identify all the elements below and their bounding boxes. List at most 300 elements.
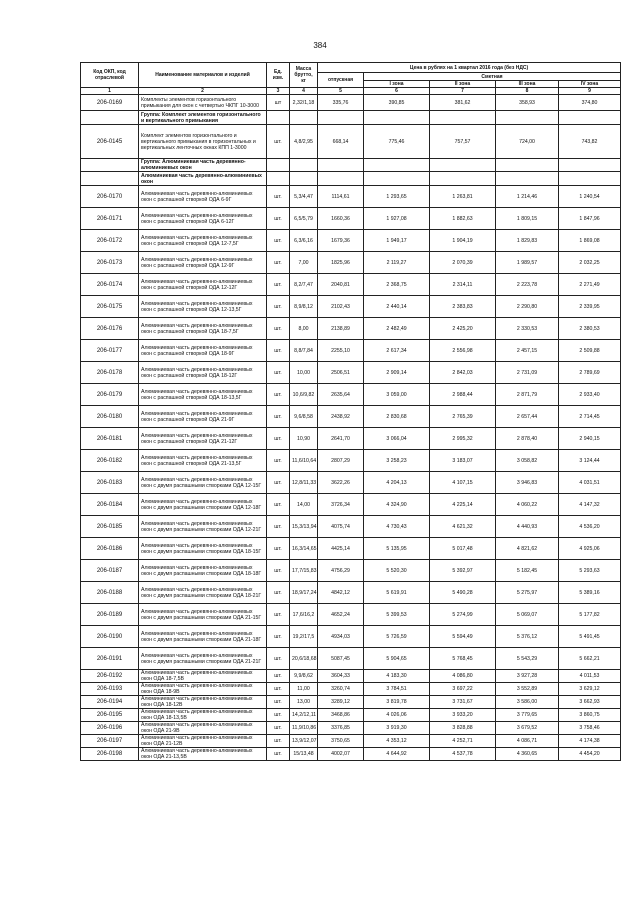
price-zone-3: 724,00 [496, 125, 559, 159]
item-mass: 7,00 [290, 252, 318, 274]
price-zone-3: 2 871,79 [496, 384, 559, 406]
price-zone-1: 3 066,04 [364, 428, 430, 450]
item-unit: шт. [267, 384, 290, 406]
col-number: 9 [559, 88, 621, 95]
price-zone-2: 757,57 [430, 125, 496, 159]
price-zone-3: 4 821,62 [496, 538, 559, 560]
table-row [81, 252, 621, 274]
item-mass: 11,00 [290, 683, 318, 696]
price-zone-4: 3 662,93 [559, 696, 621, 709]
price-zone-1: 4 026,06 [364, 709, 430, 722]
price-zone-4: 743,82 [559, 125, 621, 159]
price-zone-4: 2 509,88 [559, 340, 621, 362]
price-zone-1: 5 399,53 [364, 604, 430, 626]
item-name: Алюминиевая часть деревянно-алюминиевых окон ОДА 21-12В [139, 735, 267, 748]
price-zone-1: 2 482,49 [364, 318, 430, 340]
price-release: 2506,51 [318, 362, 364, 384]
price-release: 3726,34 [318, 494, 364, 516]
price-zone-3: 4 360,65 [496, 748, 559, 761]
price-zone-2: 4 537,78 [430, 748, 496, 761]
item-code: 206-0174 [81, 274, 139, 296]
price-release: 3468,86 [318, 709, 364, 722]
col-number: 7 [430, 88, 496, 95]
price-zone-4: 2 271,49 [559, 274, 621, 296]
price-zone-3: 4 440,93 [496, 516, 559, 538]
item-unit: шт. [267, 670, 290, 683]
table-row [81, 472, 621, 494]
price-release: 2641,70 [318, 428, 364, 450]
item-unit: шт. [267, 208, 290, 230]
table-row [81, 296, 621, 318]
price-zone-3: 2 223,78 [496, 274, 559, 296]
price-zone-1: 2 119,27 [364, 252, 430, 274]
item-unit: шт. [267, 722, 290, 735]
price-zone-4: 4 174,38 [559, 735, 621, 748]
price-zone-1: 5 135,95 [364, 538, 430, 560]
price-zone-2: 4 225,14 [430, 494, 496, 516]
price-zone-2: 2 314,11 [430, 274, 496, 296]
item-code: 206-0176 [81, 318, 139, 340]
item-code: 206-0187 [81, 560, 139, 582]
table-row [81, 648, 621, 670]
price-zone-4: 2 714,45 [559, 406, 621, 428]
price-zone-1: 2 617,34 [364, 340, 430, 362]
price-zone-4: 4 536,20 [559, 516, 621, 538]
item-unit: шт. [267, 494, 290, 516]
table-row [81, 274, 621, 296]
table-row [81, 748, 621, 761]
price-release: 2438,92 [318, 406, 364, 428]
table-row [81, 406, 621, 428]
item-code: 206-0196 [81, 722, 139, 735]
price-release: 3622,26 [318, 472, 364, 494]
price-release: 335,76 [318, 95, 364, 111]
table-row [81, 696, 621, 709]
price-zone-4: 5 177,82 [559, 604, 621, 626]
price-zone-4: 2 380,53 [559, 318, 621, 340]
header-code: Код ОКП, код отраслевой [81, 63, 139, 88]
header-zone-3: III зона [496, 81, 559, 88]
item-unit: шт. [267, 648, 290, 670]
price-zone-4: 3 629,12 [559, 683, 621, 696]
price-zone-4: 4 925,06 [559, 538, 621, 560]
item-code: 206-0192 [81, 670, 139, 683]
price-zone-3: 4 086,71 [496, 735, 559, 748]
price-zone-3: 1 214,46 [496, 186, 559, 208]
item-mass: 18,9/17,24 [290, 582, 318, 604]
empty-cell [290, 172, 318, 186]
price-zone-2: 3 697,22 [430, 683, 496, 696]
item-code: 206-0172 [81, 230, 139, 252]
empty-cell [496, 159, 559, 172]
empty-cell [318, 111, 364, 125]
price-zone-1: 4 730,43 [364, 516, 430, 538]
price-zone-3: 2 457,15 [496, 340, 559, 362]
empty-cell [559, 111, 621, 125]
item-code: 206-0179 [81, 384, 139, 406]
table-row [81, 230, 621, 252]
price-zone-2: 5 392,97 [430, 560, 496, 582]
empty-cell [267, 159, 290, 172]
item-mass: 8,2/7,47 [290, 274, 318, 296]
item-name: Алюминиевая часть деревянно-алюминиевых окон ОДА 18-7,5В [139, 670, 267, 683]
price-zone-4: 5 293,63 [559, 560, 621, 582]
price-release: 4652,24 [318, 604, 364, 626]
price-zone-2: 5 274,99 [430, 604, 496, 626]
header-zone-2: II зона [430, 81, 496, 88]
price-zone-3: 1 809,15 [496, 208, 559, 230]
item-unit: шт. [267, 709, 290, 722]
price-zone-1: 2 440,14 [364, 296, 430, 318]
price-zone-4: 2 339,95 [559, 296, 621, 318]
item-name: Алюминиевая часть деревянно-алюминиевых окон с двумя распашными створками ОДА 21-21Г [139, 648, 267, 670]
price-zone-2: 1 882,63 [430, 208, 496, 230]
empty-cell [364, 111, 430, 125]
item-mass: 9,9/8,62 [290, 670, 318, 683]
price-zone-2: 3 933,20 [430, 709, 496, 722]
price-zone-1: 3 919,30 [364, 722, 430, 735]
item-mass: 14,00 [290, 494, 318, 516]
item-unit: шт. [267, 472, 290, 494]
table-row [81, 626, 621, 648]
price-zone-2: 2 842,03 [430, 362, 496, 384]
price-release: 3376,85 [318, 722, 364, 735]
item-code: 206-0194 [81, 696, 139, 709]
header-name: Наименование материалов и изделий [139, 63, 267, 88]
empty-cell [364, 172, 430, 186]
table-row [81, 362, 621, 384]
header-price-title: Цена в рублях на 1 квартал 2016 года (без НДС) [318, 63, 621, 73]
col-number: 8 [496, 88, 559, 95]
empty-cell [318, 159, 364, 172]
table-row [81, 318, 621, 340]
item-name: Алюминиевая часть деревянно-алюминиевых окон ОДА 21-9В [139, 722, 267, 735]
header-unit: Ед. изм. [267, 63, 290, 88]
table-body [81, 95, 621, 761]
empty-cell [290, 159, 318, 172]
item-code: 206-0191 [81, 648, 139, 670]
header-zone-4: IV зона [559, 81, 621, 88]
price-zone-1: 5 520,30 [364, 560, 430, 582]
item-mass: 2,32/1,18 [290, 95, 318, 111]
price-release: 2040,81 [318, 274, 364, 296]
price-zone-2: 4 086,80 [430, 670, 496, 683]
item-unit: шт. [267, 538, 290, 560]
price-zone-3: 3 927,28 [496, 670, 559, 683]
item-unit: шт. [267, 626, 290, 648]
item-mass: 20,6/18,68 [290, 648, 318, 670]
item-name: Алюминиевая часть деревянно-алюминиевых окон с распашной створкой ОДА 12-9Г [139, 252, 267, 274]
price-zone-4: 4 454,20 [559, 748, 621, 761]
item-code: 206-0177 [81, 340, 139, 362]
item-unit: шт. [267, 362, 290, 384]
group-name: Группа: Алюминиевая часть деревянно-алюминиевых окон [139, 159, 267, 172]
group-code-cell [81, 159, 139, 172]
price-release: 2635,64 [318, 384, 364, 406]
price-zone-1: 1 293,65 [364, 186, 430, 208]
group-name: Группа: Комплект элементов горизонтального и вертикального примыкания [139, 111, 267, 125]
price-zone-3: 1 989,57 [496, 252, 559, 274]
item-name: Алюминиевая часть деревянно-алюминиевых окон с распашной створкой ОДА 21-13,5Г [139, 450, 267, 472]
col-number: 3 [267, 88, 290, 95]
table-row [81, 722, 621, 735]
price-zone-2: 1 263,81 [430, 186, 496, 208]
price-zone-3: 5 543,29 [496, 648, 559, 670]
price-zone-2: 1 904,19 [430, 230, 496, 252]
price-release: 3289,12 [318, 696, 364, 709]
price-zone-3: 3 946,83 [496, 472, 559, 494]
empty-cell [559, 172, 621, 186]
table-row [81, 683, 621, 696]
price-zone-3: 2 330,53 [496, 318, 559, 340]
price-release: 2807,29 [318, 450, 364, 472]
price-zone-4: 4 031,51 [559, 472, 621, 494]
group-row [81, 172, 621, 186]
item-mass: 11,9/10,86 [290, 722, 318, 735]
item-unit: шт. [267, 274, 290, 296]
table-row [81, 125, 621, 159]
table-row [81, 604, 621, 626]
empty-cell [496, 111, 559, 125]
table-row [81, 186, 621, 208]
price-zone-4: 5 662,21 [559, 648, 621, 670]
item-name: Комплекты элементов горизонтального примыкания для окон с четвертью ЧКПГ 10-3000 [139, 95, 267, 111]
price-zone-3: 4 060,22 [496, 494, 559, 516]
price-release: 4075,74 [318, 516, 364, 538]
item-name: Алюминиевая часть деревянно-алюминиевых окон с распашной створкой ОДА 6-9Г [139, 186, 267, 208]
item-mass: 8,00 [290, 318, 318, 340]
price-zone-4: 5 389,16 [559, 582, 621, 604]
item-unit: шт. [267, 428, 290, 450]
item-code: 206-0188 [81, 582, 139, 604]
price-zone-1: 4 183,30 [364, 670, 430, 683]
price-release: 1679,36 [318, 230, 364, 252]
table-row [81, 340, 621, 362]
item-code: 206-0173 [81, 252, 139, 274]
item-code: 206-0169 [81, 95, 139, 111]
item-code: 206-0183 [81, 472, 139, 494]
price-zone-2: 2 556,98 [430, 340, 496, 362]
price-zone-2: 2 995,32 [430, 428, 496, 450]
price-zone-4: 2 940,15 [559, 428, 621, 450]
item-mass: 10,00 [290, 362, 318, 384]
group-name: Алюминиевая часть деревянно-алюминиевых окон [139, 172, 267, 186]
price-release: 2138,89 [318, 318, 364, 340]
item-name: Алюминиевая часть деревянно-алюминиевых окон с распашной створкой ОДА 12-13,5Г [139, 296, 267, 318]
table-row [81, 450, 621, 472]
group-code-cell [81, 111, 139, 125]
item-unit: шт. [267, 186, 290, 208]
price-zone-2: 2 070,39 [430, 252, 496, 274]
price-zone-2: 2 425,20 [430, 318, 496, 340]
price-zone-1: 3 059,00 [364, 384, 430, 406]
item-code: 206-0197 [81, 735, 139, 748]
price-release: 4842,12 [318, 582, 364, 604]
col-number: 2 [139, 88, 267, 95]
price-zone-1: 3 784,51 [364, 683, 430, 696]
item-name: Алюминиевая часть деревянно-алюминиевых окон с двумя распашными створками ОДА 18-21Г [139, 582, 267, 604]
price-zone-4: 374,80 [559, 95, 621, 111]
item-name: Алюминиевая часть деревянно-алюминиевых окон с распашной створкой ОДА 18-13,5Г [139, 384, 267, 406]
table-row [81, 384, 621, 406]
price-zone-2: 5 490,28 [430, 582, 496, 604]
item-name: Алюминиевая часть деревянно-алюминиевых окон ОДА 18-12В [139, 696, 267, 709]
price-release: 4425,14 [318, 538, 364, 560]
item-code: 206-0198 [81, 748, 139, 761]
price-zone-4: 1 240,54 [559, 186, 621, 208]
item-mass: 17,7/15,83 [290, 560, 318, 582]
item-code: 206-0145 [81, 125, 139, 159]
price-release: 1825,96 [318, 252, 364, 274]
item-unit: шт. [267, 604, 290, 626]
price-zone-1: 3 258,23 [364, 450, 430, 472]
item-mass: 11,6/10,64 [290, 450, 318, 472]
item-mass: 13,00 [290, 696, 318, 709]
item-unit: шт. [267, 582, 290, 604]
item-mass: 15/13,48 [290, 748, 318, 761]
item-name: Алюминиевая часть деревянно-алюминиевых окон с распашной створкой ОДА 12-7,5Г [139, 230, 267, 252]
price-release: 1114,61 [318, 186, 364, 208]
price-zone-2: 5 594,49 [430, 626, 496, 648]
item-mass: 6,3/6,16 [290, 230, 318, 252]
page-number: 384 [313, 41, 327, 50]
price-zone-4: 3 758,46 [559, 722, 621, 735]
item-mass: 8,9/8,12 [290, 296, 318, 318]
item-unit: шт. [267, 450, 290, 472]
price-zone-2: 3 828,88 [430, 722, 496, 735]
price-zone-2: 4 107,15 [430, 472, 496, 494]
header-zone-1: I зона [364, 81, 430, 88]
price-zone-3: 2 878,40 [496, 428, 559, 450]
item-unit: шт. [267, 748, 290, 761]
price-zone-1: 4 324,90 [364, 494, 430, 516]
price-table [80, 62, 621, 761]
price-zone-3: 2 731,09 [496, 362, 559, 384]
item-code: 206-0190 [81, 626, 139, 648]
col-number: 1 [81, 88, 139, 95]
item-code: 206-0175 [81, 296, 139, 318]
price-zone-2: 5 768,45 [430, 648, 496, 670]
group-row [81, 159, 621, 172]
price-zone-4: 4 011,53 [559, 670, 621, 683]
price-zone-4: 2 789,69 [559, 362, 621, 384]
item-unit: шт. [267, 230, 290, 252]
price-zone-4: 3 124,44 [559, 450, 621, 472]
empty-cell [430, 172, 496, 186]
empty-cell [559, 159, 621, 172]
item-code: 206-0193 [81, 683, 139, 696]
item-mass: 8,8/7,84 [290, 340, 318, 362]
price-zone-2: 2 383,83 [430, 296, 496, 318]
price-zone-1: 4 353,12 [364, 735, 430, 748]
empty-cell [267, 111, 290, 125]
price-zone-2: 4 252,71 [430, 735, 496, 748]
price-zone-4: 2 032,25 [559, 252, 621, 274]
price-zone-1: 3 819,78 [364, 696, 430, 709]
item-name: Алюминиевая часть деревянно-алюминиевых окон с двумя распашными створками ОДА 12-15Г [139, 472, 267, 494]
group-row [81, 111, 621, 125]
price-zone-3: 3 058,82 [496, 450, 559, 472]
item-name: Алюминиевая часть деревянно-алюминиевых окон с распашной створкой ОДА 6-12Г [139, 208, 267, 230]
table-row [81, 208, 621, 230]
item-unit: шт. [267, 696, 290, 709]
item-unit: шт. [267, 296, 290, 318]
price-release: 2255,10 [318, 340, 364, 362]
price-release: 3260,74 [318, 683, 364, 696]
price-zone-1: 5 726,59 [364, 626, 430, 648]
item-unit: шт. [267, 406, 290, 428]
item-code: 206-0180 [81, 406, 139, 428]
price-zone-3: 3 552,89 [496, 683, 559, 696]
item-name: Комплект элементов горизонтального и вертикального примыкания в горизонтальных и вертикальных ленточных окнах КПП 1-3000 [139, 125, 267, 159]
table-row [81, 538, 621, 560]
item-name: Алюминиевая часть деревянно-алюминиевых окон с распашной створкой ОДА 18-7,5Г [139, 318, 267, 340]
price-zone-1: 2 368,75 [364, 274, 430, 296]
price-release: 3604,33 [318, 670, 364, 683]
item-mass: 10,6/9,82 [290, 384, 318, 406]
item-name: Алюминиевая часть деревянно-алюминиевых окон с двумя распашными створками ОДА 18-15Г [139, 538, 267, 560]
table-row [81, 735, 621, 748]
price-release: 3750,65 [318, 735, 364, 748]
item-mass: 16,3/14,65 [290, 538, 318, 560]
item-name: Алюминиевая часть деревянно-алюминиевых окон ОДА 18-9В [139, 683, 267, 696]
price-release: 4002,07 [318, 748, 364, 761]
item-code: 206-0171 [81, 208, 139, 230]
item-unit: шт. [267, 735, 290, 748]
price-zone-3: 358,93 [496, 95, 559, 111]
item-code: 206-0185 [81, 516, 139, 538]
item-mass: 5,3/4,47 [290, 186, 318, 208]
empty-cell [290, 111, 318, 125]
header-release: отпускная [318, 73, 364, 88]
price-zone-4: 5 491,45 [559, 626, 621, 648]
item-name: Алюминиевая часть деревянно-алюминиевых окон с двумя распашными створками ОДА 12-21Г [139, 516, 267, 538]
item-unit: шт. [267, 318, 290, 340]
price-zone-1: 5 619,91 [364, 582, 430, 604]
price-zone-1: 775,46 [364, 125, 430, 159]
item-name: Алюминиевая часть деревянно-алюминиевых окон с двумя распашными створками ОДА 12-18Г [139, 494, 267, 516]
empty-cell [496, 172, 559, 186]
item-mass: 9,6/8,58 [290, 406, 318, 428]
price-zone-2: 5 017,48 [430, 538, 496, 560]
price-zone-2: 4 621,32 [430, 516, 496, 538]
price-zone-1: 5 904,65 [364, 648, 430, 670]
price-zone-4: 1 869,08 [559, 230, 621, 252]
price-zone-2: 3 731,67 [430, 696, 496, 709]
col-number: 6 [364, 88, 430, 95]
item-code: 206-0186 [81, 538, 139, 560]
empty-cell [364, 159, 430, 172]
header-estimate: Сметная [364, 73, 621, 81]
item-name: Алюминиевая часть деревянно-алюминиевых окон с двумя распашными створками ОДА 21-18Г [139, 626, 267, 648]
price-zone-3: 5 376,12 [496, 626, 559, 648]
price-release: 2102,43 [318, 296, 364, 318]
item-mass: 17,6/16,2 [290, 604, 318, 626]
price-zone-3: 3 779,65 [496, 709, 559, 722]
empty-cell [318, 172, 364, 186]
item-mass: 19,2/17,5 [290, 626, 318, 648]
table-row [81, 582, 621, 604]
price-zone-3: 5 275,97 [496, 582, 559, 604]
item-name: Алюминиевая часть деревянно-алюминиевых окон ОДА 21-13,5В [139, 748, 267, 761]
table-row [81, 516, 621, 538]
price-zone-1: 2 830,68 [364, 406, 430, 428]
price-release: 1660,36 [318, 208, 364, 230]
price-zone-1: 4 644,92 [364, 748, 430, 761]
item-mass: 10,90 [290, 428, 318, 450]
item-unit: шт. [267, 683, 290, 696]
price-zone-1: 1 949,17 [364, 230, 430, 252]
